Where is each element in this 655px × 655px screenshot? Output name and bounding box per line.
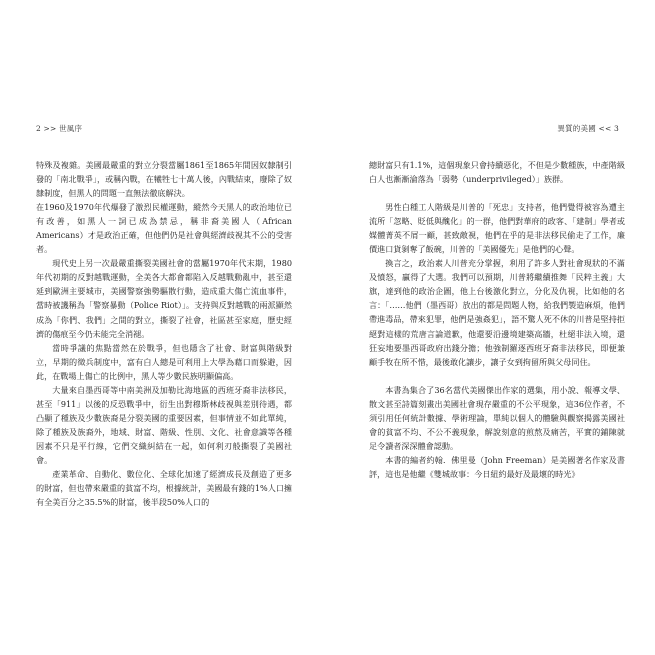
header-page-left: 2 >> 世風序 bbox=[36, 124, 83, 133]
left-column bbox=[36, 158, 292, 509]
paragraph: 換言之，政治素人川普充分掌握，利用了許多人對社會現狀的不滿及憤怒，贏得了大選。我們可以預期，川普將繼續推舞「民粹主義」大旗，達到他的政治企圖，他上台後激化對立，分化及仇視，比如他的名言：「……他們（墨西哥）放出的都是問題人物，給我們製造麻煩，他們帶進毒品，帶來犯罪，他們是強姦犯」，語不驚人死不休的川普是堅持拒絕對這樣的荒唐言論道歉，他還要沿邊境建築高牆，杜絕非法入境，還狂妄地要墨西哥政府出錢分擔；他強制羅逐西班牙裔非法移民，即便兼顧手牧在所不惜，最後敢化讓步，讓子女到拘留所與父母同住。 bbox=[369, 258, 625, 367]
paragraph: 男性白種工人階級是川普的「死忠」支持者，他們覺得被容為遭主流所「忽略、貶低與醜化」的一群，他們對華府的政客、「建制」學者或媒體菁英不屑一顧，甚致敵視，他們在乎的是非法移民偷走了工作，廉價進口貨剝奪了飯碗，川普的「美國優先」是他們的心聲。 bbox=[369, 202, 625, 255]
paragraph: 總財富只有1.1%，這個現象只會持續惡化，不但是少數種族，中產階級白人也漸漸淪落為「弱勢（underprivileged）」族群。 bbox=[369, 160, 625, 185]
paragraph: 本書的編者約翰．佛里曼（John Freeman）是美國著名作家及書評，這也是他繼《雙城故事：今日紐約最好及最壞的時光》 bbox=[369, 454, 625, 479]
paragraph: 現代史上另一次最嚴重撕裂美國社會的當屬1970年代末期，1980年代初期的反對越戰運動，全美各大都會都陷入反越戰動亂中，甚至還延到歐洲主要城市，美國警察強勢驅散行動，造成重大傷亡流血事件，當時被譏稱為「警察暴動（Police Riot）」。支持與反對越戰的兩派顯然成為「你們、我們」之間的對立，撕裂了社會，社區甚至家庭，歷史經濟的傷痕至今仍未能完全消褪。 bbox=[36, 258, 292, 339]
paragraph: 本書為集合了36名當代美國傑出作家的選集，用小說、報導文學、散文甚至詩篇刻畫出美國社會現存嚴重的不公平現象，這36位作者，不須引用任何統計數據、學術理論，單純以個人的體驗與觀察揭露美國社會的貧富不均、不公不義現象，解說刻意的煎熬及痛苦，平實的鋪陳就足令讀者深深體會認動。 bbox=[369, 384, 625, 451]
header-page-right: 異質的美國 << 3 bbox=[557, 124, 619, 133]
paragraph: 特殊及複雜。美國最嚴重的對立分裂當屬1861至1865年間因奴隸制引發的「南北戰爭」，或稱內戰，在犧牲七十萬人後，內戰結束，廢除了奴隸制度，但黑人的問題一直無法徹底解決。 bbox=[36, 160, 292, 199]
paragraph: 當時爭議的焦點當然在於戰爭，但也隱含了社會、財富與階級對立，早期的徵兵制度中，富有白人總是可利用上大學為藉口而躲避，因此，在戰場上傷亡的比例中，黑人等少數民族明顯偏高。 bbox=[36, 342, 292, 381]
paragraph: 在1960及1970年代爆發了激烈民權運動，縱然今天黑人的政治地位已有改善，如黑人一詞已成為禁忌，稱非裔美國人（African Americans）才是政治正確，但他們仍是社會與經濟歧視其不公的受害者。 bbox=[36, 202, 292, 255]
paragraph: 大量來自墨西哥等中南美洲及加勒比海地區的西班牙裔非法移民，甚至「911」以後的反恐戰爭中，衍生出對穆斯林歧視與差別待遇，都凸顯了種族及少數族裔是分裂美國的重要因素，但事情並不如此單純，除了種族及族裔外，地域、財富、階級、性別、文化、社會意識等各種因素不只是平行線，它們交織糾結在一起，如何利刃般撕裂了美國社會。 bbox=[36, 384, 292, 465]
paragraph: 產業革命、自動化、數位化、全球化加速了經濟成長及創造了更多的財富，但也帶來嚴重的貧富不均，根據統計，美國最有錢的1%人口擁有全美百分之35.5%的財富，後半段50%人口的 bbox=[36, 469, 292, 508]
right-column bbox=[369, 158, 625, 481]
